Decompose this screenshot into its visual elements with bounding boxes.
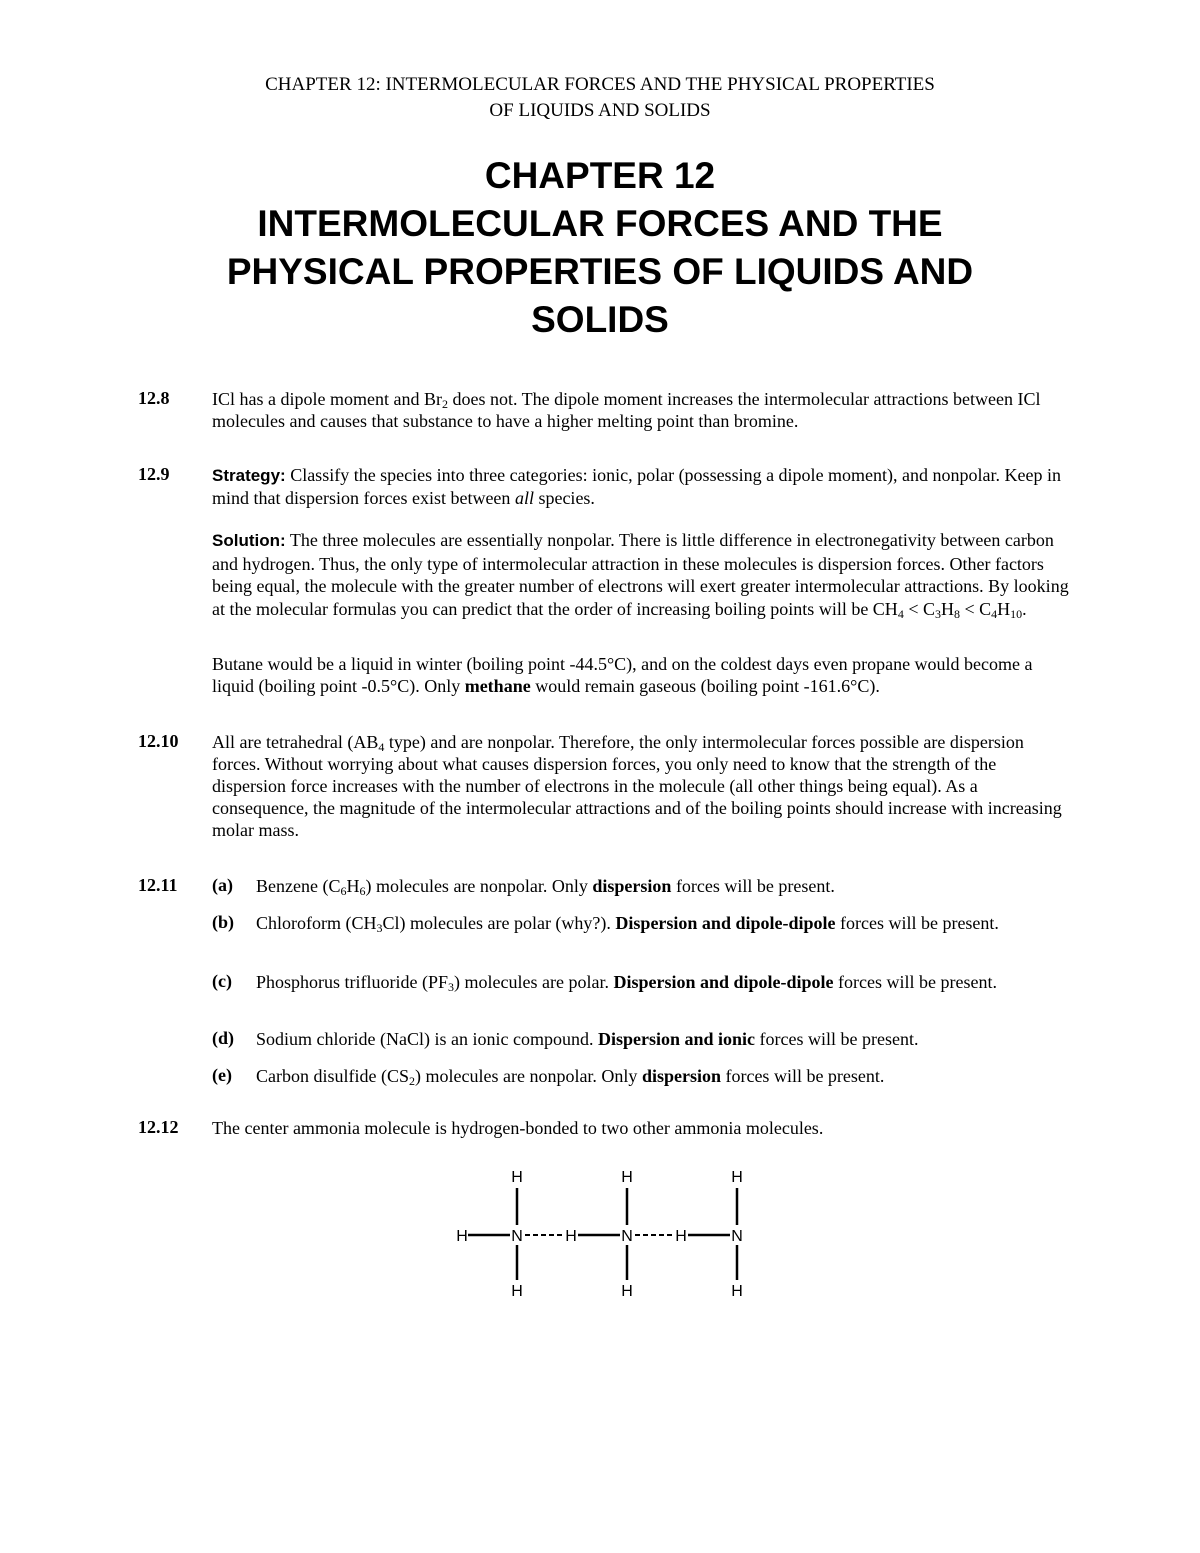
problem-number-12-9: 12.9 (138, 464, 170, 484)
problem-number-12-10: 12.10 (138, 731, 179, 751)
chapter-title-line-4: SOLIDS (531, 299, 669, 340)
atom-n: N (621, 1228, 633, 1245)
problem-12-9-solution: Solution: The three molecules are essentially nonpolar. There is little difference in electronegativity between carbon and hydrogen. Thus, the only type of intermolecular attraction in these molecules is dispersion forces. Other factors being equal, the molecule with the greater number of electrons will exert greater intermolecular attractions. By looking at the molecular formulas you can predict that the order of increasing boiling points will be $CH_4 < C_3H_8 < C_4H_{10}$. (212, 530, 1069, 621)
problem-number-12-11: 12.11 (138, 875, 178, 895)
chapter-title-line-2: INTERMOLECULAR FORCES AND THE (257, 203, 943, 244)
atom-h: H (621, 1283, 633, 1300)
running-header-line-1: CHAPTER 12: INTERMOLECULAR FORCES AND THE PHYSICAL PROPERTIES (265, 74, 935, 95)
atom-n: N (731, 1228, 743, 1245)
item-c-label: (c) (212, 971, 232, 991)
running-header-line-2: OF LIQUIDS AND SOLIDS (489, 100, 711, 121)
atom-h: H (731, 1169, 743, 1186)
item-d-label: (d) (212, 1028, 234, 1048)
solution-label: Solution: (212, 531, 286, 550)
problem-12-9-butane: Butane would be a liquid in winter (boiling point -44.5°C), and on the coldest days even propane would become a liquid (boiling point -0.5°C). Only methane would remain gaseous (boiling point -161.6°C). (212, 654, 1033, 696)
item-b-label: (b) (212, 912, 234, 932)
atom-h: H (511, 1283, 523, 1300)
atom-h: H (511, 1169, 523, 1186)
ammonia-hydrogen-bond-diagram (440, 1160, 770, 1310)
strategy-label: Strategy: (212, 466, 286, 485)
problem-12-9-strategy: Strategy: Classify the species into three categories: ionic, polar (possessing a dipole moment), and nonpolar. Keep in mind that dispersion forces exist between all species. (212, 465, 1061, 508)
item-a-text: Benzene $(C_6H_6)$ molecules are nonpolar. Only dispersion forces will be present. (256, 876, 835, 898)
item-c-text: Phosphorus trifluoride $(PF_3)$ molecules are polar. Dispersion and dipole-dipole forces will be present. (256, 972, 997, 994)
problem-number-12-8: 12.8 (138, 388, 170, 408)
atom-h: H (731, 1283, 743, 1300)
chapter-title-line-1: CHAPTER 12 (484, 155, 716, 196)
item-e-text: Carbon disulfide $(CS_2)$ molecules are nonpolar. Only dispersion forces will be present. (256, 1066, 885, 1088)
problem-12-10-text: All are tetrahedral ($AB_4$ type) and are nonpolar. Therefore, the only intermolecular forces possible are dispersion forces. Without worrying about what causes dispersion forces, you only need to know that the strength of the dispersion force increases with the number of electrons in the molecule (all other things being equal). As a consequence, the magnitude of the intermolecular attractions and of the boiling points should increase with increasing molar mass. (212, 732, 1062, 840)
atom-h: H (565, 1228, 577, 1245)
chapter-title (0, 152, 1200, 344)
problem-12-12-text: The center ammonia molecule is hydrogen-bonded to two other ammonia molecules. (212, 1118, 824, 1138)
item-e-label: (e) (212, 1065, 232, 1085)
atom-h: H (456, 1228, 468, 1245)
atom-n: N (511, 1228, 523, 1245)
problem-12-8-text: ICl has a dipole moment and $Br_2$ does not. The dipole moment increases the intermolecular attractions between ICl molecules and causes that substance to have a higher melting point than bromine. (212, 389, 1041, 431)
problem-number-12-12: 12.12 (138, 1117, 179, 1137)
item-b-text: Chloroform $(CH_3Cl)$ molecules are polar (why?). Dispersion and dipole-dipole forces will be present. (256, 913, 999, 935)
item-a-label: (a) (212, 875, 233, 895)
atom-h: H (675, 1228, 687, 1245)
atom-h: H (621, 1169, 633, 1186)
chapter-title-line-3: PHYSICAL PROPERTIES OF LIQUIDS AND (226, 251, 974, 292)
item-d-text: Sodium chloride (NaCl) is an ionic compound. Dispersion and ionic forces will be present. (256, 1029, 919, 1049)
